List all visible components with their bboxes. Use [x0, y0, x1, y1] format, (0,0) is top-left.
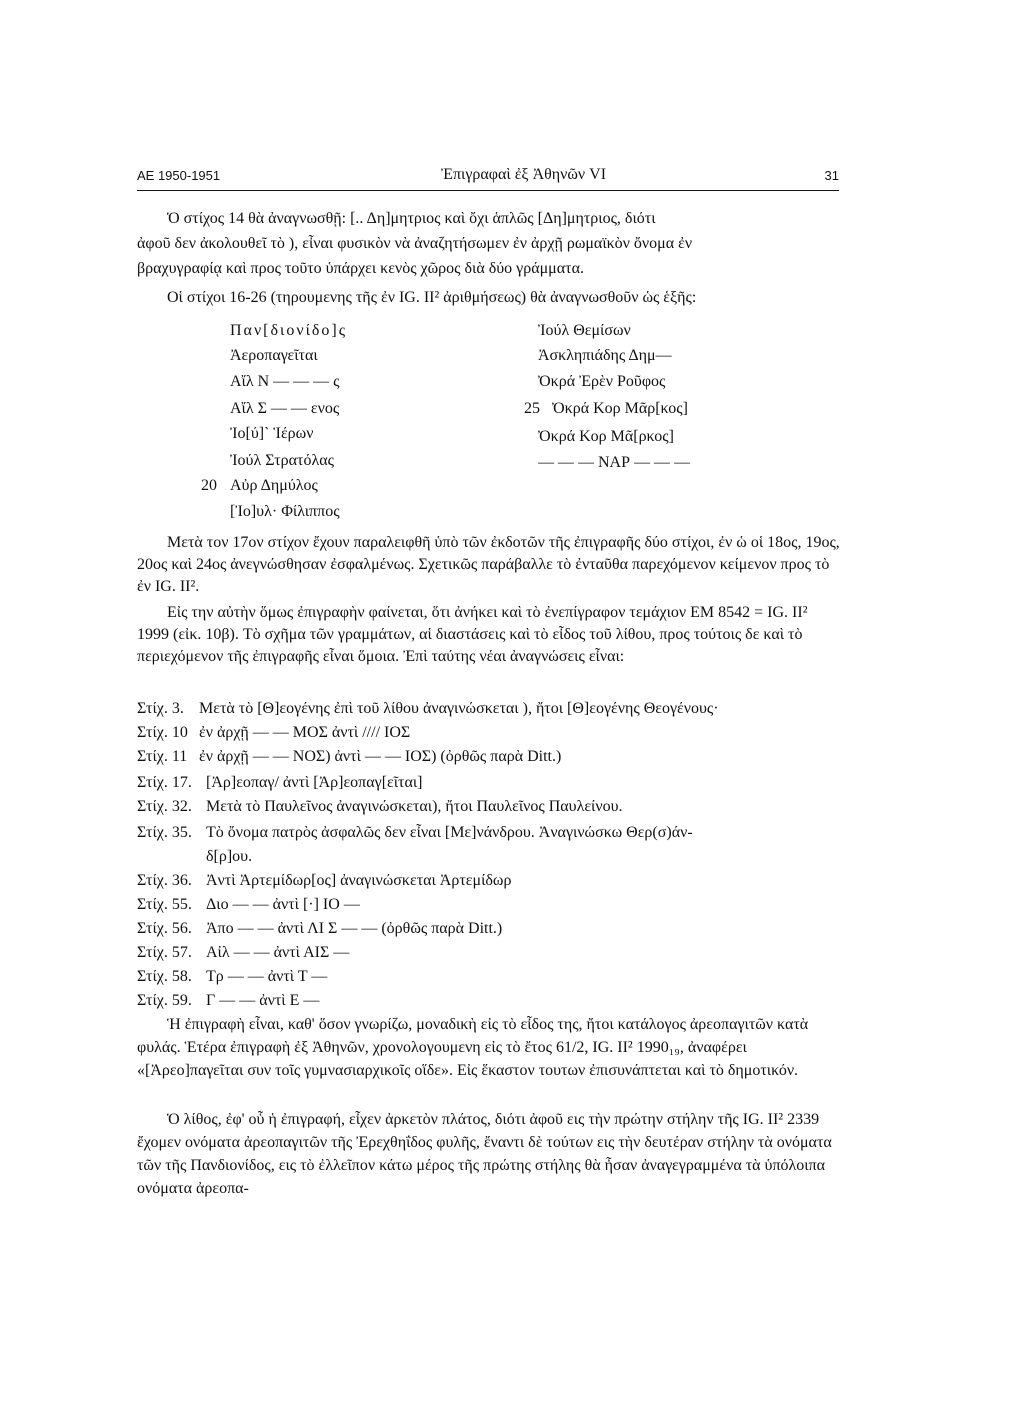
correction-row: Στίχ. 35. Τὸ ὄνομα πατρὸς ἀσφαλῶς δεν εἶναι [Με]νάνδρου. Ἀναγινώσκω Θερ(σ)άν-: [137, 824, 693, 841]
page-number: 31: [824, 168, 839, 183]
list-item-right: Ὀκρά Κορ Μᾶ[ρκος]: [538, 428, 674, 445]
correction-row: Στίχ. 3. Μετὰ τὸ [Θ]εογένης ἐπὶ τοῦ λίθου ἀναγινώσκεται ), ἤτοι [Θ]εογένης Θεογένους·: [137, 700, 719, 717]
paragraph-1: Μετὰ τον 17ον στίχον ἔχουν παραλειφθῆ ὑπὸ τῶν ἐκδοτῶν τῆς ἐπιγραφῆς δύο στίχοι, ἐν ὡ οἱ 18ος, 19ος, 20ος καὶ 24ος ἀνεγνώσθησαν ἐσφαλμένως. Σχετικῶς παράβαλλε τὸ ἐνταῦθα παρεχόμενον κείμενον προς τὸ ἐν IG. II².: [137, 534, 840, 595]
correction-row: Στίχ. 32. Μετὰ τὸ Παυλεῖνος ἀναγινώσκεται), ἤτοι Παυλεῖνος Παυλείνου.: [137, 798, 623, 815]
inscription-names-list: [118, 322, 818, 527]
list-item-left: Ἀεροπαγεῖται: [230, 347, 318, 364]
correction-row: Στίχ. 57. Αἰλ — — ἀντὶ ΑΙΣ —: [137, 944, 350, 961]
line-number: 20: [201, 477, 217, 494]
intro-line-3: βραχυγραφίᾳ καὶ προς τοῦτο ὑπάρχει κενὸς χῶρος διὰ δύο γράμματα.: [137, 260, 584, 277]
correction-row: Στίχ. 10 ἐν ἀρχῇ — — ΜΟΣ ἀντὶ //// ΙΟΣ: [137, 724, 411, 741]
running-header: [137, 168, 839, 188]
list-item-left: Ἰούλ Στρατόλας: [230, 452, 334, 469]
list-item-left: Ἰο[ύ]` Ἱέρων: [230, 425, 314, 442]
line-number: 25: [524, 400, 540, 417]
journal-ref: ΑΕ 1950-1951: [137, 168, 221, 183]
list-item-right: Ὀκρά Κορ Μᾶρ[κος]: [552, 400, 688, 417]
correction-row: Στίχ. 55. Διο — — ἀντὶ [·] ΙΟ —: [137, 896, 360, 913]
closing-paragraph-2: Ὁ λίθος, ἐφ' οὗ ἡ ἐπιγραφή, εἶχεν ἀρκετὸν πλάτος, διότι ἀφοῦ εις τὴν πρώτην στήλην τῆς IG. II² 2339 ἔχομεν ονόματα ἀρεοπαγιτῶν τῆς Ἐρεχθηΐδος φυλῆς, ἔναντι δὲ τούτων εις τὴν δευτέραν στήλην τὰ ονόματα τῶν τῆς Πανδιονίδος, εις τὸ ἐλλεῖπον κάτω μέρος τῆς πρώτης στήλης θὰ ἦσαν ἀναγεγραμμένα τὰ ὑπόλοιπα ονόματα ἀρεοπα-: [137, 1111, 832, 1197]
list-item-left: Αἴλ Ν — — — ς: [230, 373, 340, 390]
closing-paragraph-1: Ἡ ἐπιγραφὴ εἶναι, καθ' ὅσον γνωρίζω, μοναδικὴ εἰς τὸ εἶδος της, ἤτοι κατάλογος ἀρεοπαγιτῶν κατὰ φυλάς. Ἑτέρα ἐπιγραφὴ ἐξ Ἀθηνῶν, χρονολογουμενη εἰς τὸ ἔτος 61/2, IG. II² 1990₁₉, ἀναφέρει «[Ἀρεο]παγεῖται συν τοῖς γυμνασιαρχικοῖς οἵδε». Εἰς ἕκαστον τουτων ἐπισυνάπτεται καὶ τὸ δημοτικόν.: [137, 1016, 809, 1079]
correction-row: Στίχ. 36. Ἀντὶ Ἀρτεμίδωρ[ος] ἀναγινώσκεται Ἀρτεμίδωρ: [137, 872, 512, 889]
correction-row: Στίχ. 59. Γ — — ἀντὶ Ε —: [137, 992, 320, 1009]
list-item-right: Ἀσκληπιάδης Δημ—: [538, 347, 672, 364]
correction-row: Στίχ. 58. Τρ — — ἀντὶ Τ —: [137, 968, 328, 985]
list-item-right: — — — ΝΑΡ — — —: [538, 454, 691, 471]
list-item-left: Αἴλ Σ — — ενος: [230, 400, 340, 417]
header-title: Ἐπιγραφαὶ ἐξ Ἀθηνῶν VI: [441, 166, 607, 183]
correction-row: Στίχ. 11 ἐν ἀρχῇ — — ΝΟΣ) ἀντὶ — — ΙΟΣ) (ὀρθῶς παρὰ Ditt.): [137, 748, 562, 765]
list-item-right: Ὀκρά Ἐρὲν Ροῦφος: [538, 373, 666, 390]
header-rule: [137, 190, 839, 191]
paragraph-2: Εἰς την αὐτὴν ὅμως ἐπιγραφὴν φαίνεται, ὅτι ἀνήκει καὶ τὸ ἐνεπίγραφον τεμάχιον ΕΜ 8542 = IG. II² 1999 (εἰκ. 10β). Τὸ σχῆμα τῶν γραμμάτων, αἱ διαστάσεις καὶ τὸ εἶδος τοῦ λίθου, προς τούτοις δε καὶ τὸ περιεχόμενον τῆς ἐπιγραφῆς εἶναι ὅμοια. Ἐπὶ ταύτης νέαι ἀναγνώσεις εἶναι:: [137, 604, 808, 665]
list-item-left: Αὐρ Δημύλος: [230, 477, 318, 494]
list-item-left: [Ἰο]υλ· Φίλιππος: [230, 503, 340, 520]
intro-line-2: ἀφοῦ δεν ἀκολουθεῖ τὸ ), εἶναι φυσικὸν νὰ ἀναζητήσωμεν ἐν ἀρχῇ ρωμαϊκὸν ὄνομα ἐν: [137, 235, 693, 252]
list-item-left: Παν[διονίδο]ς: [230, 322, 348, 339]
correction-row: Στίχ. 17. [Ἀρ]εοπαγ/ ἀντὶ [Ἀρ]εοπαγ[εῖται]: [137, 774, 423, 791]
document-page: ΑΕ 1950-1951 Ἐπιγραφαὶ ἐξ Ἀθηνῶν VI 31 Ὁ στίχος 14 θὰ ἀναγνωσθῇ: [.. Δη]μητριος καὶ ὄχι ἁπλῶς [Δη]μητριος, διότι ἀφοῦ δεν ἀκολουθεῖ τὸ ), εἶναι φυσικὸν νὰ ἀναζητήσωμεν ἐν ἀρχῇ ρωμαϊκὸν ὄνομα ἐν βραχυγραφίᾳ καὶ προς τοῦτο ὑπάρχει κενὸς χῶρος διὰ δύο γράμματα. Οἱ στίχοι 16-26 (τηρουμενης τῆς ἐν IG. II² ἀριθμήσεως) θὰ ἀναγνωσθοῦν ὡς ἑξῆς: Παν[διονίδο]ς Ἀεροπαγεῖται Αἴλ Ν — — — ς Αἴλ Σ — — ενος Ἰο[ύ]` Ἱέρων Ἰούλ Στρατόλας 20 Αὐρ Δημύλος [Ἰο]υλ· Φίλιππος Ἰούλ Θεμίσων Ἀσκληπιάδης Δημ— Ὀκρά Ἐρὲν Ροῦφος 25 Ὀκρά Κορ Μᾶρ[κος] Ὀκρά Κορ Μᾶ[ρκος] — — — ΝΑΡ — — — Μετὰ τον 17ον στίχον ἔχουν παραλειφθῆ ὑπὸ τῶν ἐκδοτῶν τῆς ἐπιγραφῆς δύο στίχοι, ἐν ὡ οἱ 18ος, 19ος, 20ος καὶ 24ος ἀνεγνώσθησαν ἐσφαλμένως. Σχετικῶς παράβαλλε τὸ ἐνταῦθα παρεχόμενον κείμενον προς τὸ ἐν IG. II². Εἰς την αὐτὴν ὅμως ἐπιγραφὴν φαίνεται, ὅτι ἀνήκει καὶ τὸ ἐνεπίγραφον τεμάχιον ΕΜ 8542 = IG. II² 1999 (εἰκ. 10β). Τὸ σχῆμα τῶν γραμμάτων, αἱ διαστάσεις καὶ τὸ εἶδος τοῦ λίθου, προς τούτοις δε καὶ τὸ περιεχόμενον τῆς ἐπιγραφῆς εἶναι ὅμοια. Ἐπὶ ταύτης νέαι ἀναγνώσεις εἶναι: Στίχ. 3. Μετὰ τὸ [Θ]εογένης ἐπὶ τοῦ λίθου ἀναγινώσκεται ), ἤτοι [Θ]εογένης Θεογένους· Στίχ. 10 ἐν ἀρχῇ — — ΜΟΣ ἀντὶ //// ΙΟΣ Στίχ. 11 ἐν ἀρχῇ — — ΝΟΣ) ἀντὶ — — ΙΟΣ) (ὀρθῶς παρὰ Ditt.) Στίχ. 17. [Ἀρ]εοπαγ/ ἀντὶ [Ἀρ]εοπαγ[εῖται] Στίχ. 32. Μετὰ τὸ Παυλεῖνος ἀναγινώσκεται), ἤτοι Παυλεῖνος Παυλείνου. Στίχ. 35. Τὸ ὄνομα πατρὸς ἀσφαλῶς δεν εἶναι [Με]νάνδρου. Ἀναγινώσκω Θερ(σ)άν- δ[ρ]ου. Στίχ. 36. Ἀντὶ Ἀρτεμίδωρ[ος] ἀναγινώσκεται Ἀρτεμίδωρ Στίχ. 55. Διο — — ἀντὶ [·] ΙΟ — Στίχ. 56. Ἀπο — — ἀντὶ ΛΙ Σ — — (ὀρθῶς παρὰ Ditt.) Στίχ. 57. Αἰλ — — ἀντὶ ΑΙΣ — Στίχ. 58. Τρ — — ἀντὶ Τ — Στίχ. 59. Γ — — ἀντὶ Ε — Ἡ ἐπιγραφὴ εἶναι, καθ' ὅσον γνωρίζω, μοναδικὴ εἰς τὸ εἶδος της, ἤτοι κατάλογος ἀρεοπαγιτῶν κατὰ φυλάς. Ἑτέρα ἐπιγραφὴ ἐξ Ἀθηνῶν, χρονολογουμενη εἰς τὸ ἔτος 61/2, IG. II² 1990₁₉, ἀναφέρει «[Ἀρεο]παγεῖται συν τοῖς γυμνασιαρχικοῖς οἵδε». Εἰς ἕκαστον τουτων ἐπισυνάπτεται καὶ τὸ δημοτικόν. Ὁ λίθος, ἐφ' οὗ ἡ ἐπιγραφή, εἶχεν ἀρκετὸν πλάτος, διότι ἀφοῦ εις τὴν πρώτην στήλην τῆς IG. II² 2339 ἔχομεν ονόματα ἀρεοπαγιτῶν τῆς Ἐρεχθηΐδος φυλῆς, ἔναντι δὲ τούτων εις τὴν δευτέραν στήλην τὰ ονόματα τῶν τῆς Πανδιονίδος, εις τὸ ἐλλεῖπον κάτω μέρος τῆς πρώτης στήλης θὰ ἦσαν ἀναγεγραμμένα τὰ ὑπόλοιπα ονόματα ἀρεοπα-: [0, 0, 1024, 1416]
intro-line-4: Οἱ στίχοι 16-26 (τηρουμενης τῆς ἐν IG. II² ἀριθμήσεως) θὰ ἀναγνωσθοῦν ὡς ἑξῆς:: [167, 289, 697, 306]
list-item-right: Ἰούλ Θεμίσων: [538, 322, 631, 339]
correction-row: Στίχ. 56. Ἀπο — — ἀντὶ ΛΙ Σ — — (ὀρθῶς παρὰ Ditt.): [137, 920, 503, 937]
intro-line-1: Ὁ στίχος 14 θὰ ἀναγνωσθῇ: [.. Δη]μητριος καὶ ὄχι ἁπλῶς [Δη]μητριος, διότι: [167, 210, 656, 227]
